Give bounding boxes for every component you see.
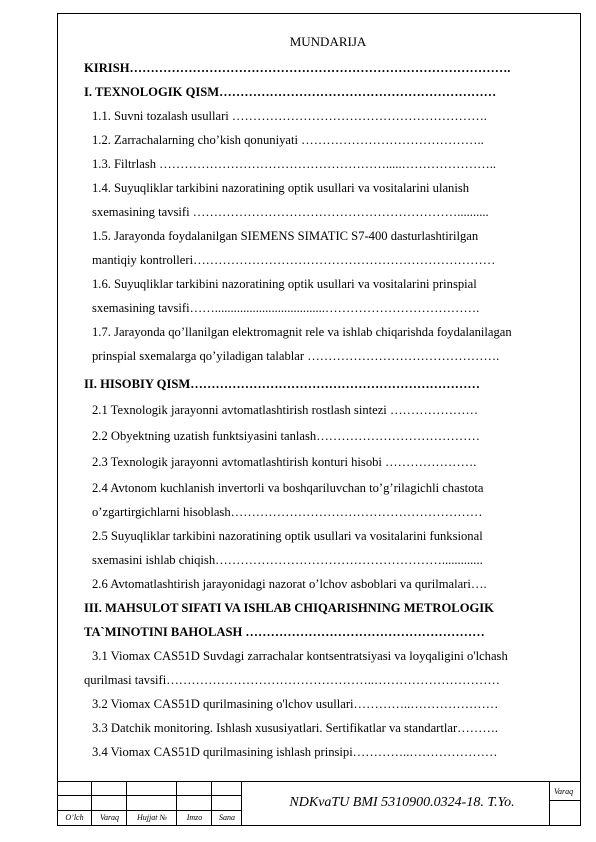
- toc-entry-1-3: 1.3. Filtrlash ……………………………………………….....…………………..: [92, 157, 497, 171]
- stamp-label-hujjat: Hujjat №: [137, 813, 167, 822]
- sheet-number-label: Varaq: [554, 787, 574, 796]
- toc-entry-2-3: 2.3 Texnologik jarayonni avtomatlashtirish konturi hisobi ………………….: [92, 455, 477, 469]
- toc-entry-2-1: 2.1 Texnologik jarayonni avtomatlashtirish rostlash sintezi …………………: [92, 403, 479, 417]
- stamp-label-imzo: Imzo: [186, 813, 203, 822]
- stamp-row-line: [57, 810, 242, 811]
- toc-entry-2-2: 2.2 Obyektning uzatish funktsiyasini tanlash…………………………………: [92, 429, 480, 443]
- document-code: NDKvaTU BMI 5310900.0324-18. T.Yo.: [289, 795, 515, 810]
- toc-entry-2-4: 2.4 Avtonom kuchlanish invertorli va boshqariluvchan to’g’rilagichli chastota: [92, 481, 484, 495]
- toc-entry-3-3: 3.3 Datchik monitoring. Ishlash xususiyatlari. Sertifikatlar va standartlar……….: [92, 721, 499, 735]
- toc-section-3: III. MAHSULOT SIFATI VA ISHLAB CHIQARISHNING METROLOGIK: [84, 601, 494, 615]
- toc-entry-2-4-cont: o’zgartirgichlarni hisoblash……………………………………………………: [92, 505, 483, 519]
- page-title: MUNDARIJA: [289, 34, 367, 49]
- stamp-label-olch: O’lch: [65, 813, 84, 822]
- toc-entry-3-1: 3.1 Viomax CAS51D Suvdagi zarrachalar kontsentratsiyasi va loyqaligini o'lchash: [92, 649, 508, 663]
- toc-entry-1-7: 1.7. Jarayonda qo’llanilgan elektromagnit rele va ishlab chiqarishda foydalanilagan: [92, 325, 512, 339]
- stamp-row-line: [57, 795, 242, 796]
- toc-entry-1-2: 1.2. Zarrachalarning cho’kish qonuniyati ……………………………………..: [92, 133, 484, 147]
- toc-section-2: II. HISOBIY QISM……………………………………………………………: [84, 377, 480, 391]
- toc-entry-intro: KIRISH……………………………………………………………………………….: [84, 61, 511, 75]
- toc-entry-2-5: 2.5 Suyuqliklar tarkibini nazoratining optik usullari va vositalarini funksional: [92, 529, 483, 543]
- toc-entry-1-1: 1.1. Suvni tozalash usullari …………………………………………………….: [92, 109, 487, 123]
- toc-section-1: I. TEXNOLOGIK QISM…………………………………………………………: [84, 85, 497, 99]
- toc-entry-1-6-cont: sxemasining tavsifi……...................................……………………………….: [92, 301, 480, 315]
- toc-entry-1-7-cont: prinspial sxemalarga qo’yiladigan talablar ……………………………………….: [92, 349, 500, 363]
- toc-entry-3-2: 3.2 Viomax CAS51D qurilmasining o'lchov usullari…………..…………………: [92, 697, 499, 711]
- toc-entry-1-4: 1.4. Suyuqliklar tarkibini nazoratining optik usullari va vositalarini ulanish: [92, 181, 470, 195]
- stamp-label-varaq: Varaq: [99, 813, 120, 822]
- toc-entry-2-6: 2.6 Avtomatlashtirish jarayonidagi nazorat o’lchov asboblari va qurilmalari….: [92, 577, 487, 591]
- toc-entry-2-5-cont: sxemasini ishlab chiqish……………………………………………….............: [92, 553, 483, 567]
- toc-entry-1-5-cont: mantiqiy kontrolleri………………………………………………………………: [92, 253, 496, 267]
- toc-section-3-cont: TA`MINOTINI BAHOLASH …………………………………………………: [84, 625, 485, 639]
- title-block-stamp: [57, 781, 581, 826]
- stamp-sheet-line: [550, 800, 580, 801]
- stamp-label-sana: Sana: [219, 813, 235, 822]
- toc-entry-1-4-cont: sxemasining tavsifi ………………………………………………………..........: [92, 205, 489, 219]
- toc-entry-3-1-cont: qurilmasi tavsifi…………………………………………..…………………………: [84, 673, 500, 687]
- toc-entry-3-4: 3.4 Viomax CAS51D qurilmasining ishlash prinsipi…………..…………………: [92, 745, 498, 759]
- toc-entry-1-5: 1.5. Jarayonda foydalanilgan SIEMENS SIMATIC S7-400 dasturlashtirilgan: [92, 229, 479, 243]
- toc-entry-1-6: 1.6. Suyuqliklar tarkibini nazoratining optik usullari va vositalarini prinspial: [92, 277, 477, 291]
